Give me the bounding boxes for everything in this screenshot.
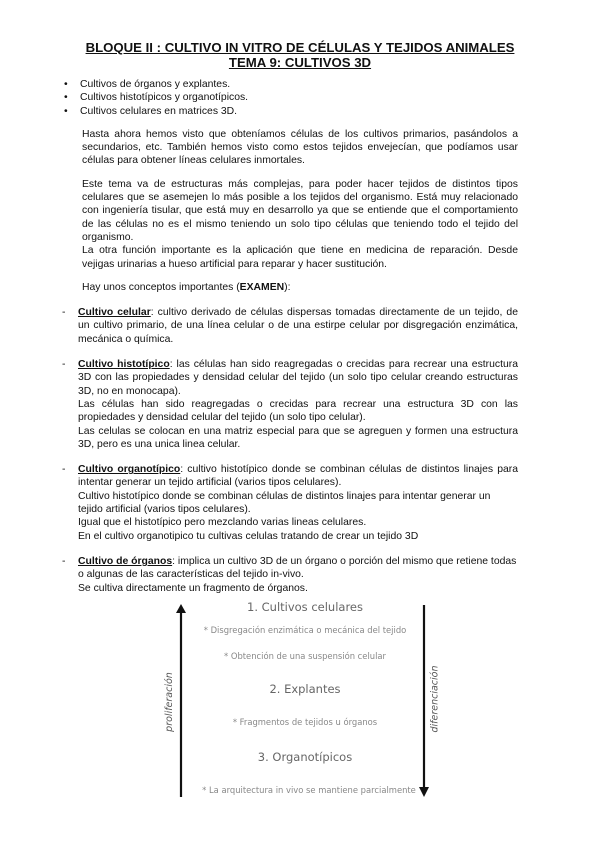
list-item: • Cultivos celulares en matrices 3D. (62, 105, 600, 118)
concept-cultivo-histotipico (0, 358, 600, 451)
concept-note: Igual que el histotípico pero mezclando varias lineas celulares. (78, 517, 367, 529)
concept-text: : las células han sido reagregadas o crecidas para recrear una estructura 3D con las propiedades y densidad celular del tejido (un solo tipo celular creando estructuras 3D, no en monocapa). (78, 359, 519, 397)
dash-marker: - (62, 555, 66, 567)
list-item: • Cultivos histotípicos y organotípicos. (62, 91, 600, 104)
concept-note: Las celulas se colocan en una matriz especial para que se agreguen y formen una estructura 3D, pero es una unica linea celular. (78, 425, 518, 450)
diagram-note: * La arquitectura in vivo se mantiene parcialmente (202, 784, 416, 795)
paragraph-function: La otra función importante es la aplicación que tiene en medicina de reparación. Desde vejigas urinarias a hueso artificial para reparar y hacer sustitución. (82, 245, 518, 270)
concept-term: Cultivo organotípico (78, 464, 181, 476)
concept-term: Cultivo histotípico (78, 359, 170, 371)
dash-marker: - (62, 359, 66, 371)
topic-list (62, 78, 600, 118)
text: ): (284, 281, 291, 293)
proliferation-label: proliferación (163, 671, 175, 732)
text: Hay unos conceptos importantes ( (82, 281, 240, 293)
concept-text: : cultivo derivado de células dispersas tomadas directamente de un tejido, de un cultivo primario, de una línea celular o de una estirpe celular por disgregación enzimática, mecánica o química. (78, 307, 518, 345)
paragraph-intro: Hasta ahora hemos visto que obteníamos células de los cultivos primarios, pasándolos a secundarios, etc. También hemos visto como estos tejidos envejecían, que podíamos usar células para obtener líneas celulares inmortales. (82, 128, 518, 167)
diagram-note: * Obtención de una suspensión celular (224, 650, 386, 661)
concept-text: : cultivo histotípico donde se combinan células de distintos linajes para intentar generar un tejido artificial (varios tipos celulares). (78, 464, 519, 489)
dash-marker: - (62, 307, 66, 319)
concept-note: Las células han sido reagregadas o crecidas para recrear una estructura 3D con las propiedades y densidad celular del tejido (un solo tipo celular). (78, 398, 518, 424)
diagram-heading-organotipicos: 3. Organotípicos (257, 749, 353, 764)
paragraph-structures: Este tema va de estructuras más complejas, para poder hacer tejidos de distintos tipos celulares que se asemejen lo más posible a los tejidos del organismo. Está muy relacionado con ingeniería tisular, que está muy en desarrollo ya que se entiende que el comportamiento de las células no es el mismo teniendo un solo tipo células que teniendo todo el tejido del organismo. (82, 178, 518, 243)
concept-note: Cultivo histotípico donde se combinan células de distintos linajes para intentar generar un tejido artificial (varios tipos celulares). (78, 490, 491, 516)
dash-marker: - (62, 464, 66, 476)
document-title: BLOQUE II : CULTIVO IN VITRO DE CÉLULAS Y TEJIDOS ANIMALES (85, 40, 515, 55)
concept-text: : implica un cultivo 3D de un órgano o porción del mismo que retiene todas o algunas de las características del tejido in-vivo. (78, 555, 517, 581)
paragraph-concepts-intro (82, 281, 518, 294)
concept-note: Se cultiva directamente un fragmento de órganos. (78, 582, 308, 594)
list-item: • Cultivos de órganos y explantes. (62, 78, 600, 91)
diagram-note: * Fragmentos de tejidos u órganos (232, 716, 378, 727)
document-subtitle: TEMA 9: CULTIVOS 3D (228, 55, 372, 70)
concept-cultivo-celular (0, 306, 600, 346)
concept-cultivo-organotipico (0, 463, 600, 543)
culture-types-diagram (163, 599, 441, 801)
differentiation-label: diferenciación (429, 665, 441, 733)
concept-term: Cultivo celular (78, 307, 151, 319)
concept-cultivo-organos (0, 555, 600, 595)
diagram-heading-cultivos-celulares: 1. Cultivos celulares (247, 599, 363, 614)
concept-note: En el cultivo organotipico tu cultivas celulas tratando de crear un tejido 3D (78, 530, 419, 542)
diagram-heading-explantes: 2. Explantes (269, 681, 341, 696)
diagram-note: * Disgregación enzimática o mecánica del tejido (203, 624, 407, 635)
concept-term: Cultivo de órganos (78, 555, 173, 567)
exam-label: EXAMEN (239, 281, 285, 293)
